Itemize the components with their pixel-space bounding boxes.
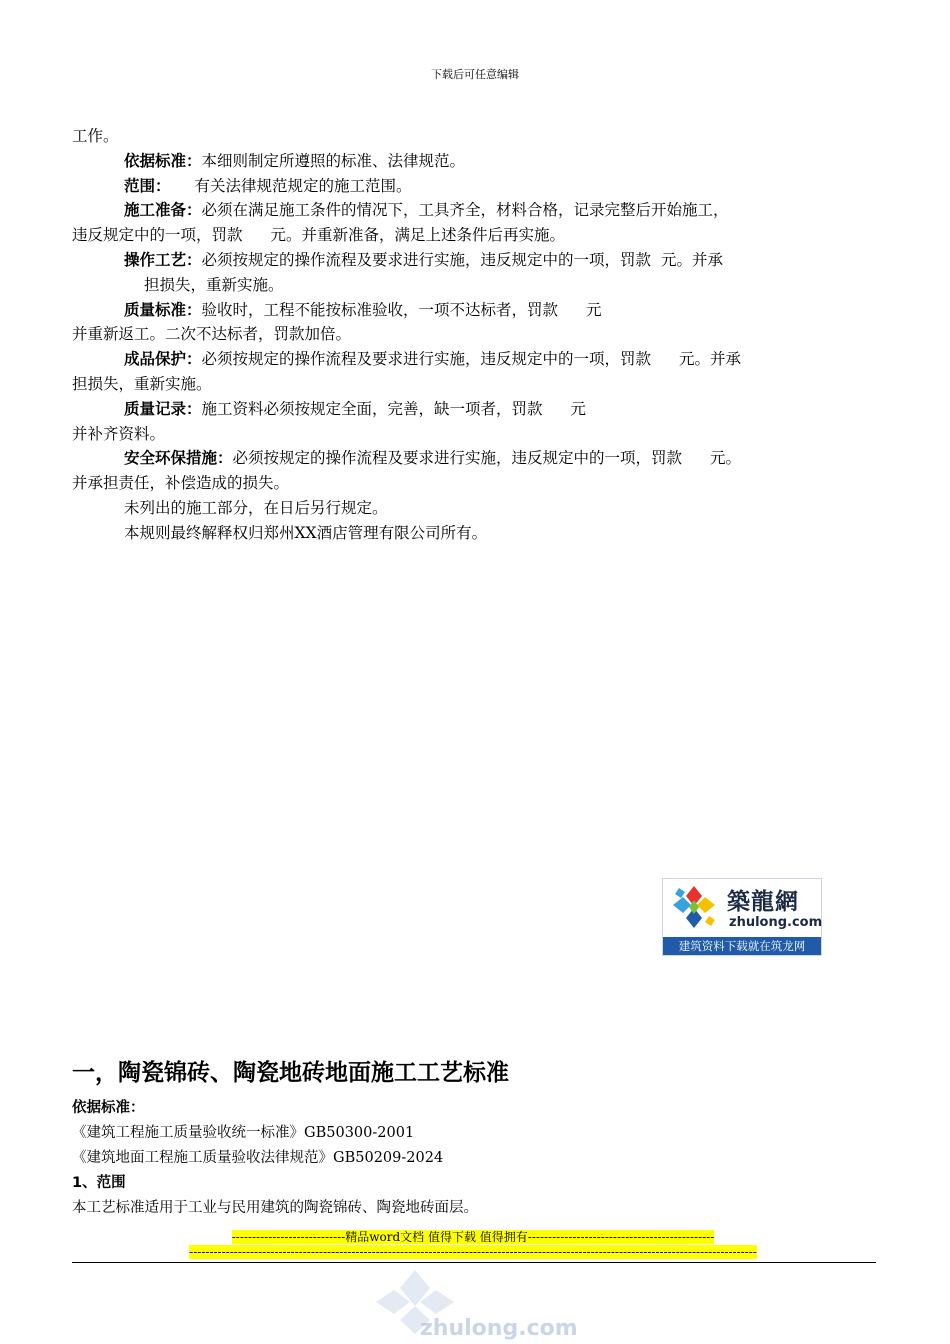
text-safety-a: 必须按规定的操作流程及要求进行实施，违反规定中的一项，罚款 <box>232 449 683 468</box>
paragraph-quality-standard-cont: 并重新返工。二次不达标者，罚款加倍。 <box>72 325 352 344</box>
footer-banner-line2 <box>172 1245 774 1260</box>
regulation-body <box>72 124 892 546</box>
watermark-text: zhulong.com <box>420 1316 578 1341</box>
paragraph-unlisted: 未列出的施工部分，在日后另行规定。 <box>124 498 388 517</box>
text-process-b: 元。并承 <box>661 250 724 269</box>
standard-item-2: 《建筑地面工程施工质量验收法律规范》GB50209-2024 <box>72 1150 444 1166</box>
header-note: 下载后可任意编辑 <box>431 68 519 81</box>
text-quality-record-a: 施工资料必须按规定全面，完善，缺一项者，罚款 <box>201 399 543 418</box>
paragraph-process <box>72 248 892 273</box>
basis-label: 依据标准： <box>72 1100 145 1116</box>
label-quality-record: 质量记录： <box>124 398 202 418</box>
logo-chinese-name: 築龍網 <box>727 889 799 915</box>
text-quality-standard-b: 元 <box>586 300 602 319</box>
footer-banner-line1 <box>172 1230 774 1245</box>
standard-item-1: 《建筑工程施工质量验收统一标准》GB50300-2001 <box>72 1125 415 1141</box>
scope-text: 本工艺标准适用于工业与民用建筑的陶瓷锦砖、陶瓷地砖面层。 <box>72 1200 478 1216</box>
standards-block <box>72 1096 892 1221</box>
paragraph-quality-record <box>72 397 892 422</box>
label-safety: 安全环保措施： <box>124 448 233 468</box>
paragraph-quality-record-cont: 并补齐资料。 <box>72 424 166 443</box>
scope-heading: 1、范围 <box>72 1175 126 1191</box>
paragraph-interpretation: 本规则最终解释权归郑州XX酒店管理有限公司所有。 <box>124 523 488 542</box>
text-process-a: 必须按规定的操作流程及要求进行实施，违反规定中的一项，罚款 <box>201 250 652 269</box>
text-preparation-cont-a: 违反规定中的一项，罚款 <box>72 226 243 245</box>
paragraph-basis <box>72 149 892 174</box>
paragraph-safety <box>72 446 892 471</box>
text-safety-b: 元。 <box>710 449 742 468</box>
footer-rule <box>72 1262 876 1263</box>
label-process: 操作工艺： <box>124 249 202 269</box>
text-product-protection-a: 必须按规定的操作流程及要求进行实施，违反规定中的一项，罚款 <box>201 350 652 369</box>
paragraph-product-protection <box>72 347 892 372</box>
paragraph-process-cont: 担损失，重新实施。 <box>144 275 284 294</box>
label-basis: 依据标准： <box>124 150 202 170</box>
paragraph-quality-standard <box>72 298 892 323</box>
label-preparation: 施工准备： <box>124 200 202 220</box>
label-scope: 范围： <box>124 175 171 195</box>
paragraph-preparation <box>72 198 892 223</box>
footer-banner-text: ----------------------------精品word文档 值得下载 值得拥有---------------------------------------------- <box>231 1230 715 1244</box>
paragraph-continuation: 工作。 <box>72 127 119 145</box>
text-product-protection-b: 元。并承 <box>679 350 742 369</box>
label-quality-standard: 质量标准： <box>124 299 202 319</box>
text-scope: 有关法律规范规定的施工范围。 <box>194 176 412 195</box>
zhulong-logo <box>662 878 822 956</box>
text-preparation-cont-b: 元。并重新准备，满足上述条件后再实施。 <box>270 226 566 245</box>
footer-dash-text: -------------------------------------------------------------------------------------------------------------------------------------------- <box>189 1245 757 1259</box>
label-product-protection: 成品保护： <box>124 349 202 369</box>
paragraph-scope <box>72 174 892 199</box>
text-preparation: 必须在满足施工条件的情况下，工具齐全，材料合格，记录完整后开始施工， <box>201 201 729 220</box>
text-quality-standard-a: 验收时，工程不能按标准验收，一项不达标者，罚款 <box>201 300 559 319</box>
section-title: 一，陶瓷锦砖、陶瓷地砖地面施工工艺标准 <box>72 1060 509 1086</box>
paragraph-preparation-cont <box>72 223 892 248</box>
text-quality-record-b: 元 <box>570 399 587 418</box>
paragraph-product-protection-cont: 担损失，重新实施。 <box>72 374 212 393</box>
logo-slogan: 建筑资料下载就在筑龙网 <box>663 937 821 955</box>
text-basis: 本细则制定所遵照的标准、法律规范。 <box>201 151 466 170</box>
logo-english-name: zhulong.com <box>729 915 823 930</box>
zhulong-pinwheel-icon <box>667 882 721 934</box>
paragraph-safety-cont: 并承担责任，补偿造成的损失。 <box>72 474 290 493</box>
